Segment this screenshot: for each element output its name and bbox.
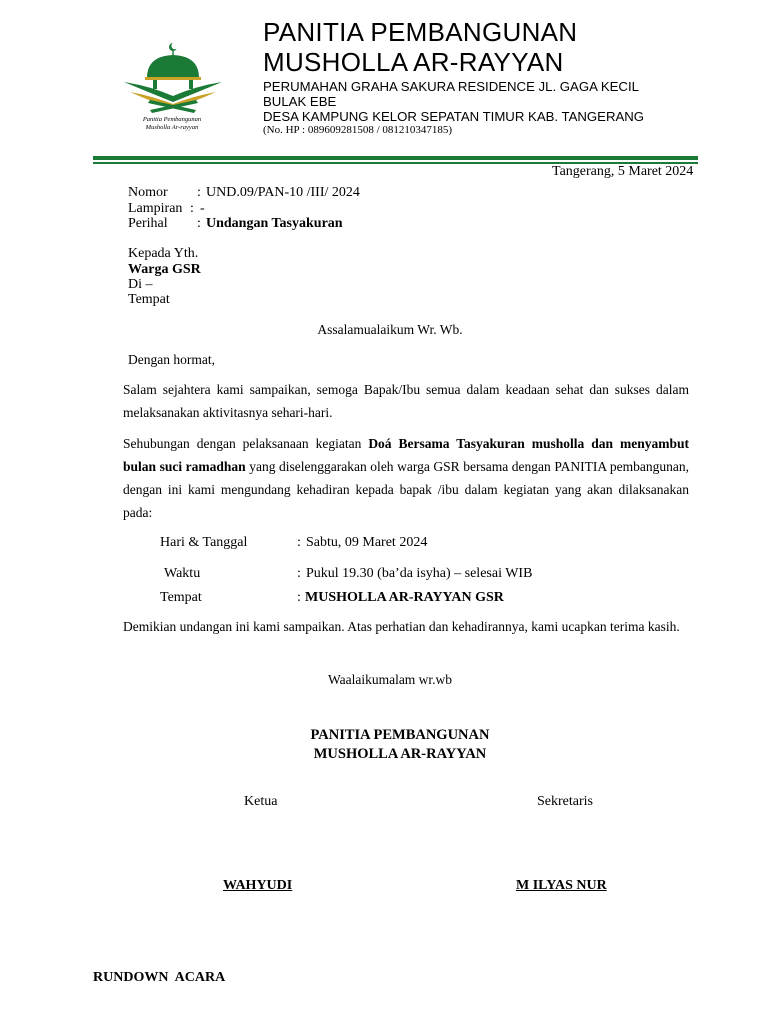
- signature-org: [200, 726, 600, 764]
- perihal-value: Undangan Tasyakuran: [206, 216, 343, 231]
- nomor-label: Nomor: [128, 185, 168, 200]
- hormat-greeting: Dengan hormat,: [128, 352, 215, 367]
- invitation-text-post: yang diselenggarakan oleh warga GSR bersama dengan PANITIA pembangunan, dengan ini kami mengundang kehadiran kepada bapak /ibu dalam kegiatan yang akan dilaksanakan pada:: [123, 459, 689, 520]
- logo-caption-line1: Panitia Pembangunan: [142, 116, 202, 123]
- tempat-detail-label: Tempat: [160, 590, 202, 605]
- nomor-value: UND.09/PAN-10 /III/ 2024: [206, 185, 360, 200]
- letter-date: Tangerang, 5 Maret 2024: [552, 164, 694, 179]
- ketua-name: WAHYUDI: [223, 878, 293, 893]
- org-address: [263, 79, 644, 124]
- lampiran-value: -: [200, 201, 205, 216]
- lampiran-colon: :: [190, 201, 194, 216]
- event-name: Doá Bersama Tasyakuran musholla dan menyambut bulan suci ramadhan: [123, 436, 689, 474]
- logo-caption-line2: Musholla Ar-rayyan: [145, 123, 199, 131]
- logo-caption: [114, 116, 230, 131]
- org-title: [263, 17, 577, 77]
- lampiran-label: Lampiran: [128, 201, 183, 216]
- signature-org-line1: PANITIA PEMBANGUNAN: [310, 727, 490, 743]
- org-title-line1: PANITIA PEMBANGUNAN: [263, 17, 578, 47]
- tempat-detail-value: MUSHOLLA AR-RAYYAN GSR: [305, 590, 504, 605]
- salam-closing: Waalaikumalam wr.wb: [327, 672, 453, 687]
- hari-value: Sabtu, 09 Maret 2024: [306, 535, 428, 550]
- di-label: Di –: [128, 277, 153, 292]
- rundown-heading: RUNDOWN ACARA: [93, 970, 226, 985]
- perihal-label: Perihal: [128, 216, 168, 231]
- paragraph-closing: Demikian undangan ini kami sampaikan. Atas perhatian dan kehadirannya, kami ucapkan terima kasih.: [123, 619, 680, 634]
- invitation-text-pre: Sehubungan dengan pelaksanaan kegiatan: [123, 436, 369, 451]
- hari-colon: :: [297, 535, 301, 550]
- ketua-label: Ketua: [244, 794, 278, 809]
- tempat-detail-colon: :: [297, 590, 301, 605]
- org-title-line2: MUSHOLLA AR-RAYYAN: [263, 47, 564, 77]
- paragraph-intro: Salam sejahtera kami sampaikan, semoga Bapak/Ibu semua dalam keadaan sehat dan sukses dalam melaksanakan aktivitasnya sehari-hari.: [123, 382, 689, 420]
- address-line1: PERUMAHAN GRAHA SAKURA RESIDENCE JL. GAGA KECIL: [263, 79, 639, 94]
- waktu-label: Waktu: [164, 566, 201, 581]
- recipient-name: Warga GSR: [128, 262, 201, 277]
- sekretaris-label: Sekretaris: [537, 794, 593, 809]
- signature-org-line2: MUSHOLLA AR-RAYYAN: [313, 746, 487, 762]
- nomor-colon: :: [197, 185, 201, 200]
- hari-label: Hari & Tanggal: [160, 535, 248, 550]
- waktu-colon: :: [297, 566, 301, 581]
- perihal-colon: :: [197, 216, 201, 231]
- org-phone: (No. HP : 089609281508 / 081210347185): [263, 124, 453, 136]
- kepada-label: Kepada Yth.: [128, 246, 199, 261]
- address-line3: DESA KAMPUNG KELOR SEPATAN TIMUR KAB. TANGERANG: [263, 109, 645, 124]
- salam-opening: Assalamualaikum Wr. Wb.: [317, 322, 463, 337]
- waktu-value: Pukul 19.30 (ba’da isyha) – selesai WIB: [306, 566, 533, 581]
- sekretaris-name: M ILYAS NUR: [516, 878, 607, 893]
- header-rule-thick: [93, 156, 698, 160]
- address-line2: BULAK EBE: [263, 94, 337, 109]
- tempat-label: Tempat: [128, 292, 170, 307]
- paragraph-invitation: [123, 432, 689, 524]
